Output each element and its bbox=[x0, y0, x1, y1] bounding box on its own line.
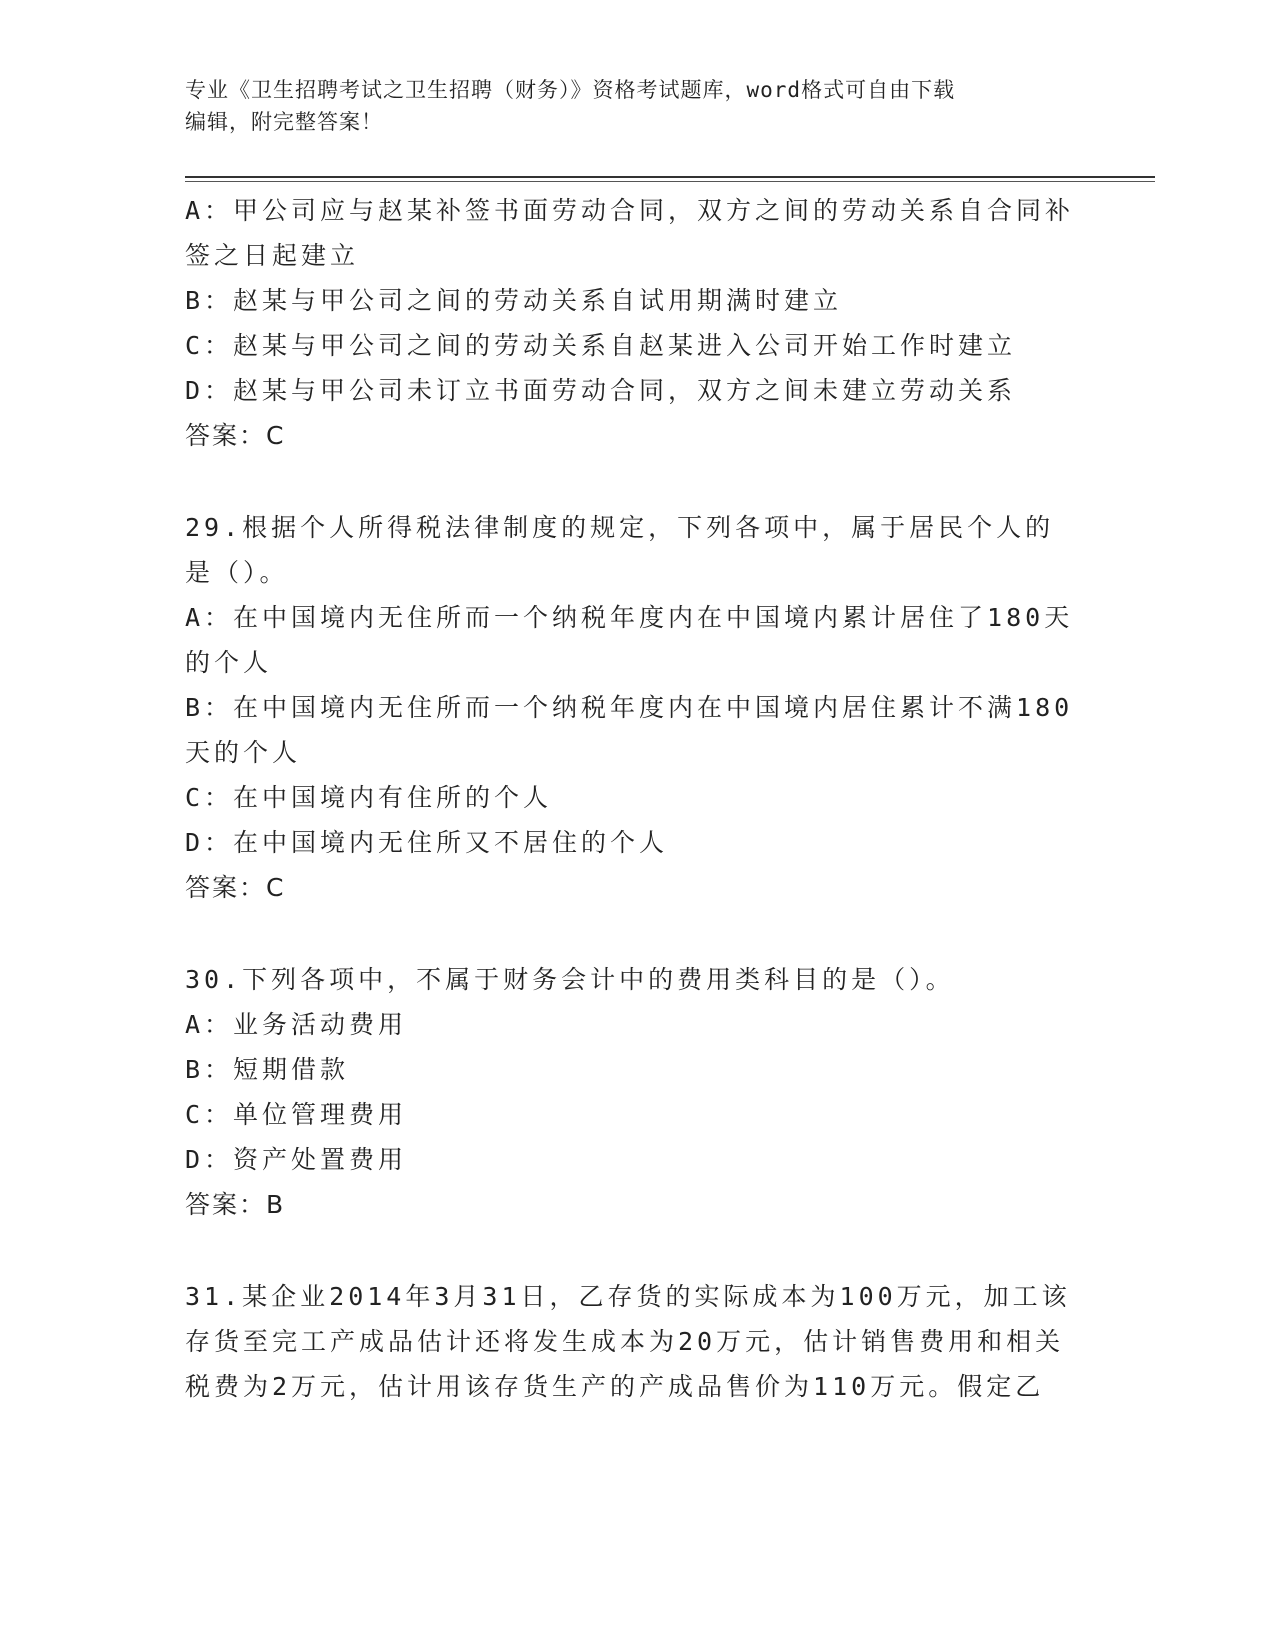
header-title-line-1: 专业《卫生招聘考试之卫生招聘（财务）》资格考试题库，word格式可自由下载 bbox=[185, 78, 956, 102]
q30-answer: 答案：B bbox=[185, 1190, 286, 1219]
spacer bbox=[185, 458, 1075, 505]
q29-option-a: A：在中国境内无住所而一个纳税年度内在中国境内累计居住了180天的个人 bbox=[185, 603, 1074, 677]
q30-question: 30.下列各项中，不属于财务会计中的费用类科目的是（）。 bbox=[185, 965, 955, 994]
q29-option-b: B：在中国境内无住所而一个纳税年度内在中国境内居住累计不满180天的个人 bbox=[185, 693, 1074, 767]
q28-option-a: A：甲公司应与赵某补签书面劳动合同，双方之间的劳动关系自合同补签之日起建立 bbox=[185, 196, 1075, 270]
q30-option-d: D：资产处置费用 bbox=[185, 1145, 408, 1174]
spacer bbox=[185, 1227, 1075, 1274]
question-30-block bbox=[185, 957, 1075, 1227]
q29-option-d: D：在中国境内无住所又不居住的个人 bbox=[185, 828, 669, 857]
q29-answer: 答案：C bbox=[185, 873, 286, 902]
question-content bbox=[185, 188, 1075, 1409]
spacer bbox=[185, 910, 1075, 957]
q29-question: 29.根据个人所得税法律制度的规定，下列各项中，属于居民个人的是（）。 bbox=[185, 513, 1055, 587]
q28-answer: 答案：C bbox=[185, 421, 286, 450]
q30-option-b: B：短期借款 bbox=[185, 1055, 350, 1084]
q31-question: 31.某企业2014年3月31日，乙存货的实际成本为100万元，加工该存货至完工产成品估计还将发生成本为20万元，估计销售费用和相关税费为2万元，估计用该存货生产的产成品售价为110万元。假定乙 bbox=[185, 1282, 1071, 1401]
q28-option-b: B：赵某与甲公司之间的劳动关系自试用期满时建立 bbox=[185, 286, 843, 315]
q29-option-c: C：在中国境内有住所的个人 bbox=[185, 783, 553, 812]
question-29-block bbox=[185, 505, 1075, 910]
document-header bbox=[185, 74, 1085, 138]
q28-option-c: C：赵某与甲公司之间的劳动关系自赵某进入公司开始工作时建立 bbox=[185, 331, 1017, 360]
header-divider-thick bbox=[185, 176, 1155, 178]
question-28-block bbox=[185, 188, 1075, 458]
q30-option-a: A：业务活动费用 bbox=[185, 1010, 408, 1039]
header-divider-thin bbox=[185, 181, 1155, 182]
q28-option-d: D：赵某与甲公司未订立书面劳动合同，双方之间未建立劳动关系 bbox=[185, 376, 1017, 405]
q30-option-c: C：单位管理费用 bbox=[185, 1100, 408, 1129]
header-title-line-2: 编辑，附完整答案！ bbox=[185, 110, 383, 134]
question-31-block bbox=[185, 1274, 1075, 1409]
